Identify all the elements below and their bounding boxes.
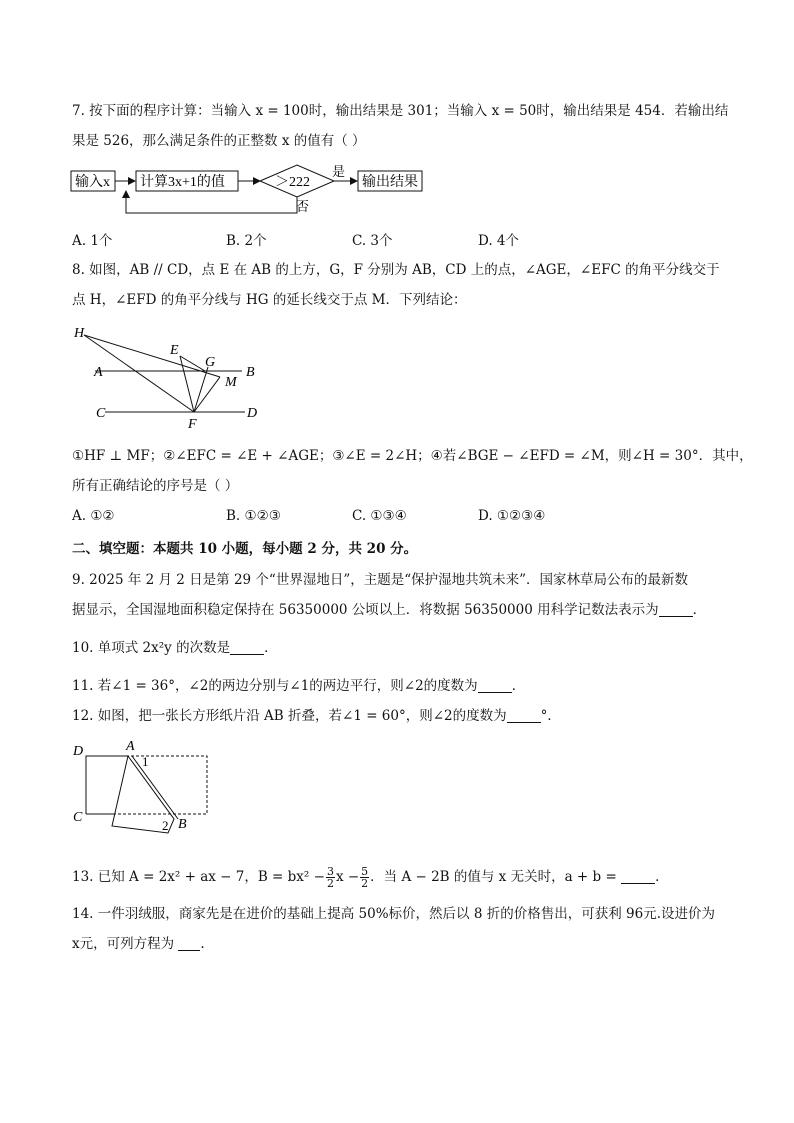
q14-answer-blank[interactable] <box>178 936 200 951</box>
q14-line2 <box>72 934 205 954</box>
q7-option-a[interactable]: A. 1个 <box>72 233 113 249</box>
q10-end: ． <box>264 640 278 656</box>
q12-label-d: D <box>73 744 84 759</box>
q13-fraction-1 <box>326 866 335 889</box>
q8-label-h: H <box>74 326 85 341</box>
q13-part-a: 13. 已知 A = 2x² + ax − 7，B = bx² − <box>72 869 325 885</box>
q13-part-b: ．当 A − 2B 的值与 x 无关时，a + b = <box>370 869 617 885</box>
q8-figure <box>70 322 270 432</box>
flow-no-label: 否 <box>296 199 310 214</box>
q12-label-a: A <box>126 740 135 754</box>
q13-f1-numerator: 3 <box>326 865 334 878</box>
q8-option-d[interactable]: D. ①②③④ <box>478 508 546 524</box>
q8-option-a[interactable]: A. ①② <box>72 508 115 524</box>
q12-answer-blank[interactable] <box>507 708 541 723</box>
q12-end: °． <box>540 708 561 724</box>
q13-end: ． <box>655 869 669 885</box>
q7-option-c[interactable]: C. 3个 <box>352 233 393 249</box>
q7-line1: 7. 按下面的程序计算：当输入 x = 100时，输出结果是 301；当输入 x = 50时，输出结果是 454．若输出结 <box>72 103 729 119</box>
q13-f2-denominator: 2 <box>361 877 369 890</box>
q8-label-d: D <box>247 406 258 421</box>
q7-option-b[interactable]: B. 2个 <box>226 233 267 249</box>
q12-label-c: C <box>73 810 83 825</box>
q14-line1: 14. 一件羽绒服，商家先是在进价的基础上提高 50%标价，然后以 8 折的价格售出，可获利 96元.设进价为 <box>72 906 715 922</box>
q9-text: 据显示，全国湿地面积稳定保持在 56350000 公顷以上．将数据 56350000 用科学记数法表示为 <box>72 602 659 618</box>
q10-text: 10. 单项式 2x²y 的次数是 <box>72 640 231 656</box>
q10-line <box>72 638 278 658</box>
flow-output-label: 输出结果 <box>362 175 418 190</box>
q8-conclusions: ①HF ⊥ MF；②∠EFC = ∠E + ∠AGE；③∠E = 2∠H；④若∠BGE − ∠EFD = ∠M，则∠H = 30°．其中， <box>72 448 753 464</box>
flow-input-label: 输入x <box>75 175 110 190</box>
q12-label-b: B <box>178 817 187 832</box>
section-heading-fill-in: 二、填空题：本题共 10 小题，每小题 2 分，共 20 分。 <box>72 541 418 557</box>
flow-condition-label: ＞222 <box>275 175 310 190</box>
q10-answer-blank[interactable] <box>230 640 264 655</box>
q8-label-a: A <box>94 365 103 380</box>
q13-fraction-2 <box>360 866 369 889</box>
q8-label-b: B <box>246 365 255 380</box>
q14-text: x元，可列方程为 <box>72 936 175 952</box>
q8-line1: 8. 如图，AB // CD，点 E 在 AB 的上方，G，F 分别为 AB，CD 上的点，∠AGE，∠EFC 的角平分线交于 <box>72 262 720 278</box>
q13-answer-blank[interactable] <box>621 869 655 884</box>
q8-label-m: M <box>225 375 237 390</box>
q12-label-2: 2 <box>162 818 169 833</box>
q12-text: 12. 如图，把一张长方形纸片沿 AB 折叠，若∠1 = 60°，则∠2的度数为 <box>72 708 507 724</box>
q14-end: . <box>200 936 205 952</box>
q8-line3: 所有正确结论的序号是（ ） <box>72 478 239 494</box>
flow-yes-label: 是 <box>332 164 346 179</box>
q8-line2: 点 H，∠EFD 的角平分线与 HG 的延长线交于点 M．下列结论： <box>72 292 467 308</box>
q8-option-c[interactable]: C. ①③④ <box>352 508 407 524</box>
q8-label-e: E <box>170 343 179 358</box>
q11-end: ． <box>511 678 526 694</box>
q9-line1: 9. 2025 年 2 月 2 日是第 29 个“世界湿地日”，主题是“保护湿地共筑未来”．国家林草局公布的最新数 <box>72 572 689 588</box>
q11-line <box>72 676 525 696</box>
q9-end: ． <box>692 602 707 618</box>
q7-line2: 果是 526，那么满足条件的正整数 x 的值有（ ） <box>72 133 366 149</box>
flow-compute-label: 计算3x+1的值 <box>140 175 225 190</box>
q13-part-mid: x − <box>335 869 360 885</box>
q7-option-d[interactable]: D. 4个 <box>478 233 520 249</box>
q11-answer-blank[interactable] <box>478 678 512 693</box>
q8-label-f: F <box>188 417 197 432</box>
q9-line2 <box>72 600 706 620</box>
q8-option-b[interactable]: B. ①②③ <box>226 508 281 524</box>
q11-text: 11. 若∠1 = 36°，∠2的两边分别与∠1的两边平行，则∠2的度数为 <box>72 678 478 694</box>
q13-f2-numerator: 5 <box>361 865 369 878</box>
q12-line <box>72 706 561 726</box>
q13-f1-denominator: 2 <box>326 877 334 890</box>
q13-line <box>72 866 669 889</box>
q12-label-1: 1 <box>142 754 149 769</box>
q8-label-c: C <box>96 406 106 421</box>
q12-figure <box>70 740 220 835</box>
q8-label-g: G <box>205 355 216 370</box>
q9-answer-blank[interactable] <box>659 602 693 617</box>
q7-flowchart <box>70 162 430 220</box>
